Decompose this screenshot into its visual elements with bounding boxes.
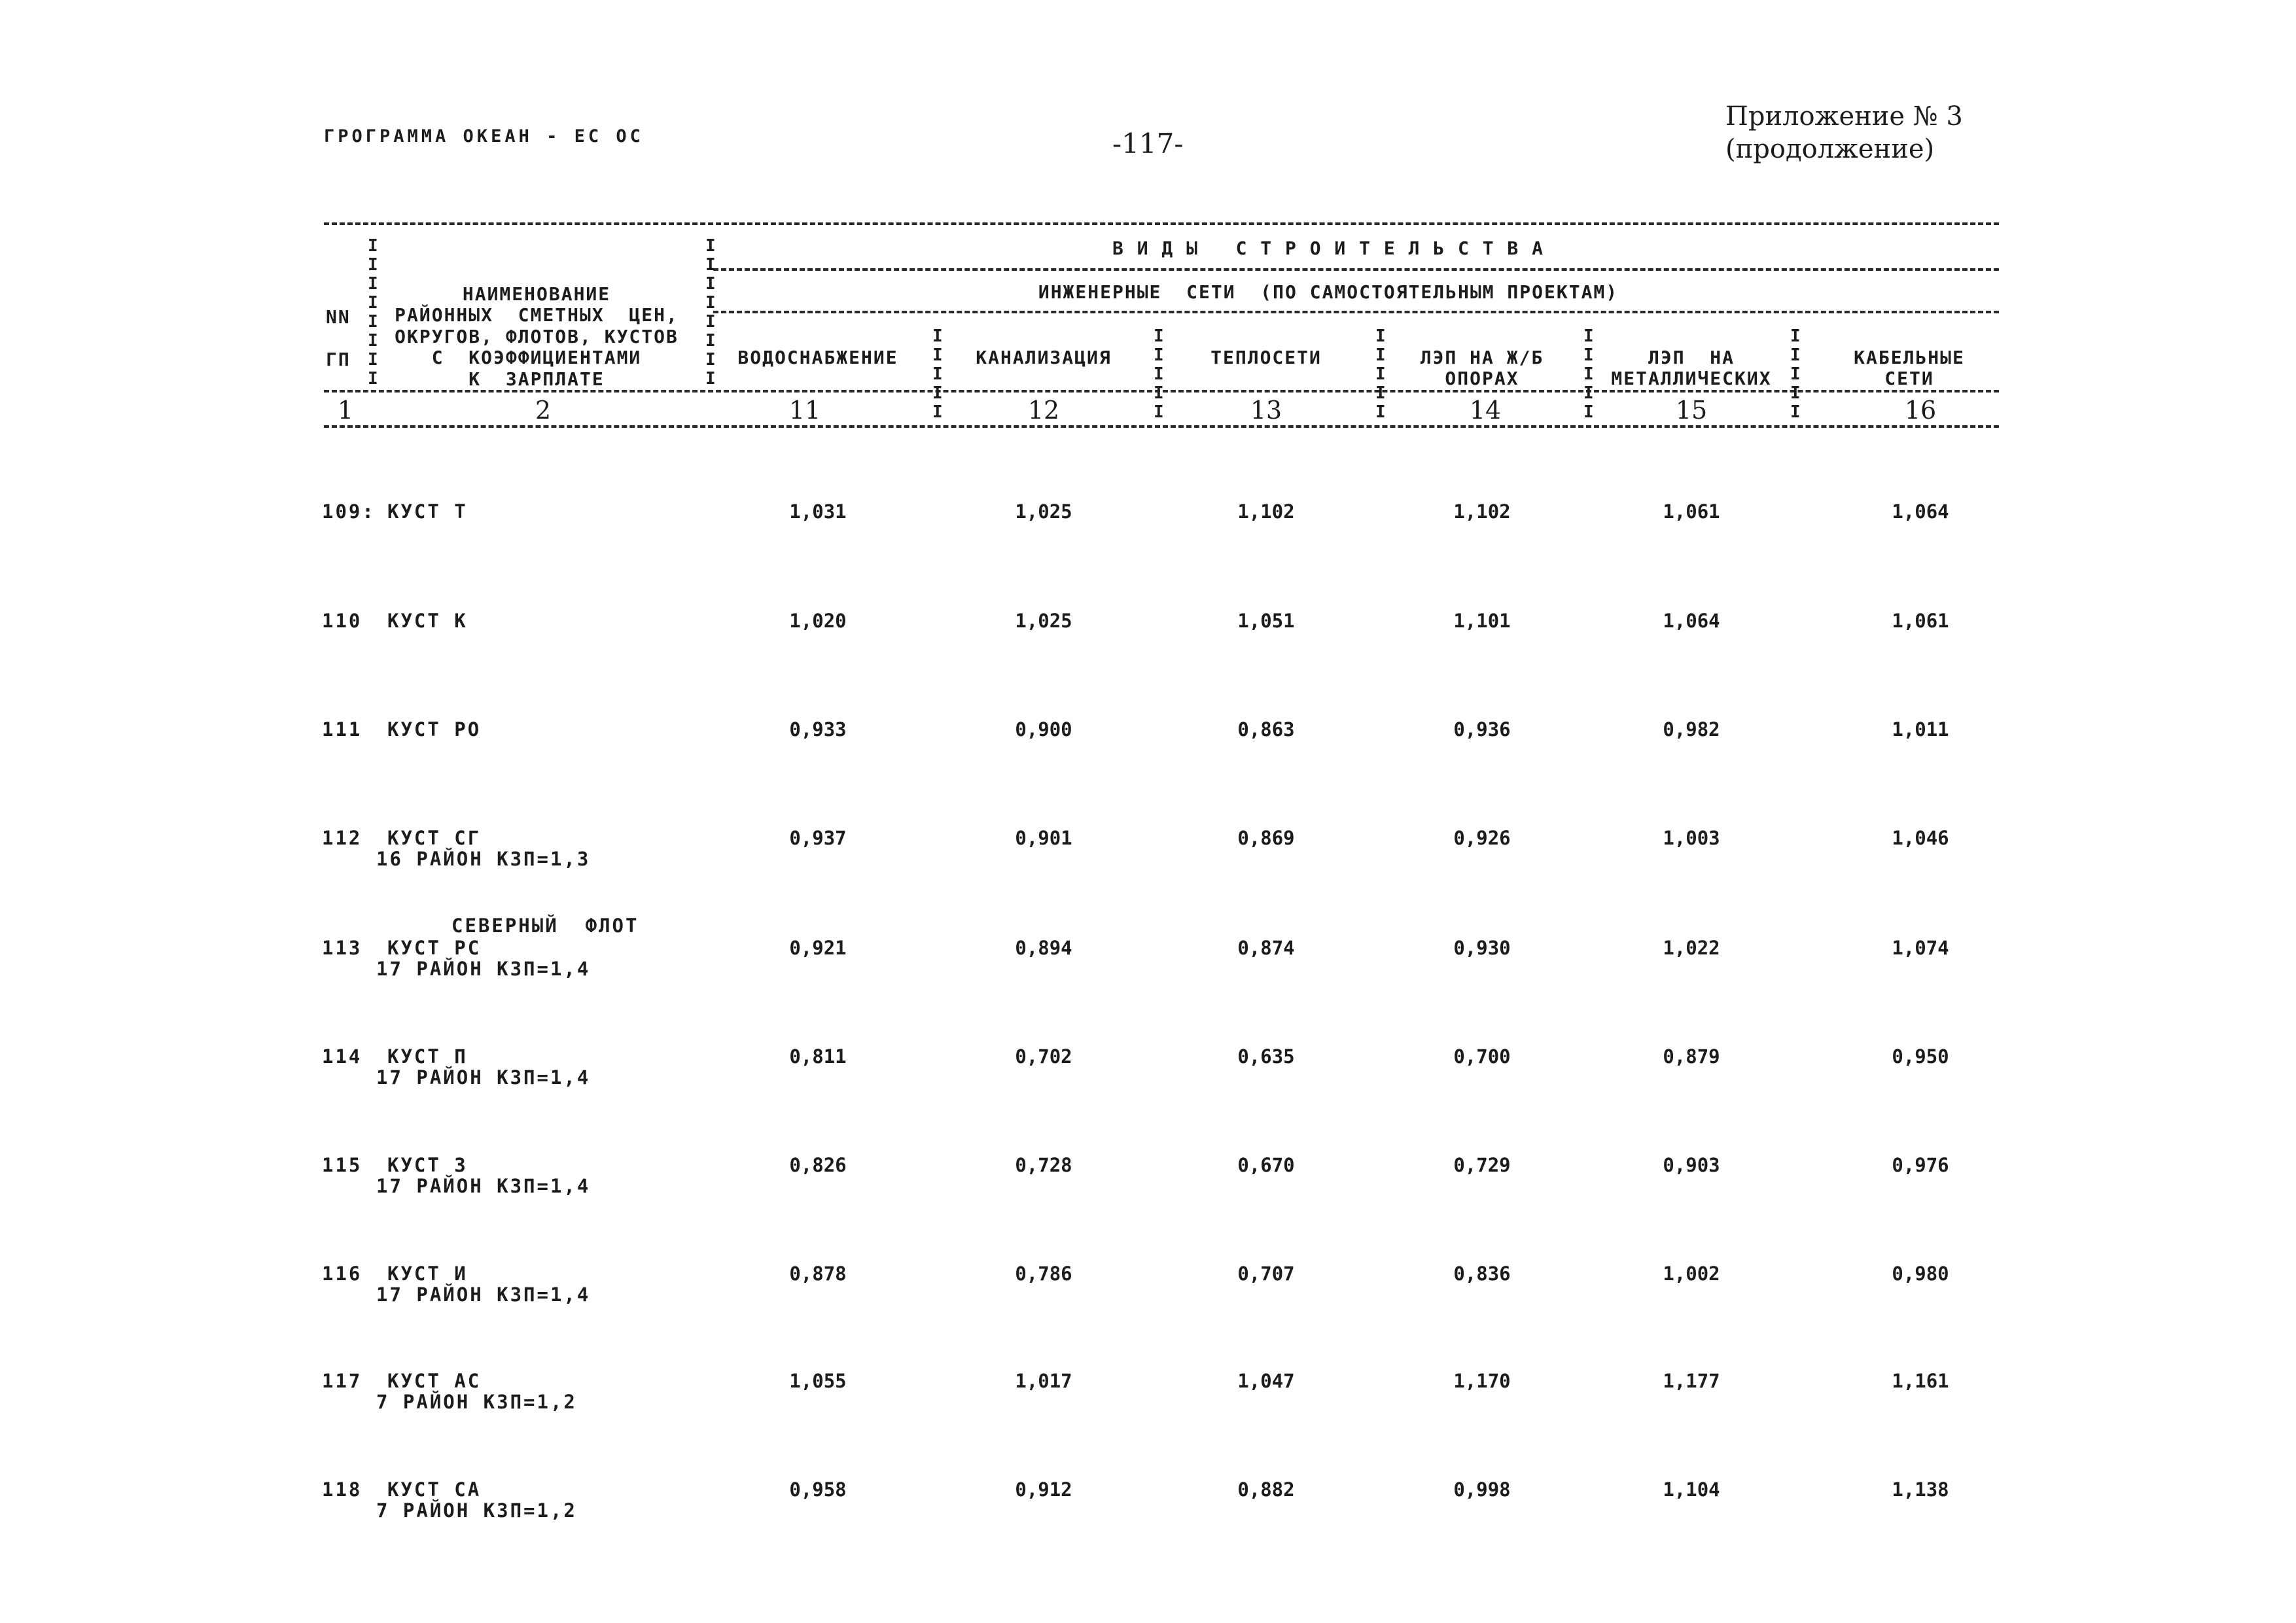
row-name: КУСТ З — [387, 1154, 468, 1176]
row-number: 115 — [322, 1154, 362, 1176]
row-district: 17 РАЙОН КЗП=1,4 — [376, 1175, 591, 1197]
column-header-water-supply: ВОДОСНАБЖЕНИЕ — [737, 347, 898, 368]
row-number: 111 — [322, 718, 362, 741]
row-name: КУСТ Т — [387, 500, 468, 523]
row-name: КУСТ СА — [387, 1478, 482, 1501]
column-separator: I I I I I — [1375, 326, 1386, 422]
row-name: КУСТ АС — [387, 1370, 482, 1392]
row-value: 0,950 — [1892, 1045, 1949, 1068]
row-value: 0,912 — [1015, 1478, 1072, 1501]
row-value: 0,728 — [1015, 1154, 1072, 1176]
row-value: 1,055 — [789, 1370, 847, 1392]
row-value: 0,786 — [1015, 1263, 1072, 1285]
row-district: 17 РАЙОН КЗП=1,4 — [376, 1066, 591, 1089]
row-value: 1,161 — [1892, 1370, 1949, 1392]
row-number: 113 — [322, 937, 362, 959]
row-value: 0,982 — [1663, 718, 1720, 741]
row-value: 0,930 — [1453, 937, 1511, 959]
row-number: 110 — [322, 610, 362, 632]
column-header-power-line-metal-2: МЕТАЛЛИЧЕСКИХ — [1611, 368, 1772, 389]
row-district: 7 РАЙОН КЗП=1,2 — [376, 1499, 577, 1522]
column-header-power-line-concrete-2: ОПОРАХ — [1445, 368, 1519, 389]
row-district: 17 РАЙОН КЗП=1,4 — [376, 958, 591, 980]
row-value: 1,102 — [1237, 500, 1295, 523]
row-district: 17 РАЙОН КЗП=1,4 — [376, 1283, 591, 1306]
column-separator: I I I I I I I I — [705, 236, 716, 389]
subgroup-title: ИНЖЕНЕРНЫЕ СЕТИ (ПО САМОСТОЯТЕЛЬНЫМ ПРОЕКТАМ) — [1038, 281, 1619, 303]
row-value: 1,011 — [1892, 718, 1949, 741]
row-value: 0,729 — [1453, 1154, 1511, 1176]
group-rule — [713, 268, 1999, 271]
appendix-continuation: (продолжение) — [1725, 134, 1935, 164]
table-top-rule — [324, 222, 1999, 225]
row-value: 1,002 — [1663, 1263, 1720, 1285]
row-value: 0,980 — [1892, 1263, 1949, 1285]
row-value: 0,926 — [1453, 827, 1511, 849]
row-number: 112 — [322, 827, 362, 849]
column-separator: I I I I I — [1790, 326, 1801, 422]
row-number: 118 — [322, 1478, 362, 1501]
row-value: 1,138 — [1892, 1478, 1949, 1501]
row-number: 117 — [322, 1370, 362, 1392]
row-number: 116 — [322, 1263, 362, 1285]
row-value: 1,061 — [1892, 610, 1949, 632]
row-name: КУСТ РО — [387, 718, 482, 741]
nn-header: NN — [326, 306, 351, 328]
row-value: 1,022 — [1663, 937, 1720, 959]
row-value: 1,170 — [1453, 1370, 1511, 1392]
column-separator: I I I I I I I I — [368, 236, 378, 389]
row-value: 1,025 — [1015, 500, 1072, 523]
row-value: 1,025 — [1015, 610, 1072, 632]
row-value: 0,976 — [1892, 1154, 1949, 1176]
row-value: 0,879 — [1663, 1045, 1720, 1068]
column-number: 11 — [788, 396, 821, 425]
row-value: 0,894 — [1015, 937, 1072, 959]
row-value: 0,903 — [1663, 1154, 1720, 1176]
row-number: 114 — [322, 1045, 362, 1068]
row-value: 0,635 — [1237, 1045, 1295, 1068]
row-district: 7 РАЙОН КЗП=1,2 — [376, 1391, 577, 1413]
gp-header: ГП — [326, 349, 351, 370]
row-name: КУСТ РС — [387, 937, 482, 959]
row-value: 0,933 — [789, 718, 847, 741]
column-separator: I I I I I — [1583, 326, 1594, 422]
row-value: 0,836 — [1453, 1263, 1511, 1285]
row-name: КУСТ П — [387, 1045, 468, 1068]
row-value: 1,017 — [1015, 1370, 1072, 1392]
program-title: ГРОГРАММА ОКЕАН - ЕС ОС — [324, 126, 644, 147]
column-header-heating-networks: ТЕПЛОСЕТИ — [1210, 347, 1322, 368]
row-value: 0,869 — [1237, 827, 1295, 849]
row-value: 0,901 — [1015, 827, 1072, 849]
column-header-cable-networks-2: СЕТИ — [1884, 368, 1934, 389]
column-number: 13 — [1250, 396, 1282, 425]
row-value: 1,047 — [1237, 1370, 1295, 1392]
row-value: 0,882 — [1237, 1478, 1295, 1501]
column-number: 16 — [1904, 396, 1937, 425]
row-name: КУСТ СГ — [387, 827, 482, 849]
row-name: КУСТ И — [387, 1263, 468, 1285]
row-number: 109: — [322, 500, 376, 523]
row-value: 1,031 — [789, 500, 847, 523]
column-header-sewerage: КАНАЛИЗАЦИЯ — [976, 347, 1112, 368]
column-number: 14 — [1469, 396, 1502, 425]
row-value: 1,061 — [1663, 500, 1720, 523]
name-header-line: ОКРУГОВ, ФЛОТОВ, КУСТОВ — [395, 326, 679, 347]
row-value: 1,020 — [789, 610, 847, 632]
row-value: 0,998 — [1453, 1478, 1511, 1501]
row-value: 0,936 — [1453, 718, 1511, 741]
column-number: 1 — [337, 396, 354, 425]
group-title: В И Д Ы С Т Р О И Т Е Л Ь С Т В А — [1112, 237, 1545, 259]
column-number: 2 — [535, 396, 552, 425]
row-value: 0,826 — [789, 1154, 847, 1176]
column-header-power-line-concrete: ЛЭП НА Ж/Б — [1420, 347, 1544, 368]
column-header-cable-networks: КАБЕЛЬНЫЕ — [1854, 347, 1965, 368]
row-value: 1,064 — [1892, 500, 1949, 523]
row-value: 1,101 — [1453, 610, 1511, 632]
column-number: 15 — [1675, 396, 1708, 425]
row-value: 0,702 — [1015, 1045, 1072, 1068]
fleet-label: СЕВЕРНЫЙ ФЛОТ — [451, 915, 639, 937]
row-value: 0,811 — [789, 1045, 847, 1068]
row-value: 1,064 — [1663, 610, 1720, 632]
name-header-line: НАИМЕНОВАНИЕ — [462, 283, 611, 305]
row-value: 0,700 — [1453, 1045, 1511, 1068]
column-separator: I I I I I — [932, 326, 943, 422]
column-number: 12 — [1027, 396, 1060, 425]
row-value: 0,900 — [1015, 718, 1072, 741]
name-header-line: К ЗАРПЛАТЕ — [468, 368, 605, 390]
row-value: 0,670 — [1237, 1154, 1295, 1176]
row-value: 1,102 — [1453, 500, 1511, 523]
row-value: 0,878 — [789, 1263, 847, 1285]
row-value: 1,051 — [1237, 610, 1295, 632]
row-value: 1,177 — [1663, 1370, 1720, 1392]
row-value: 0,707 — [1237, 1263, 1295, 1285]
row-value: 0,921 — [789, 937, 847, 959]
row-value: 1,003 — [1663, 827, 1720, 849]
row-value: 0,874 — [1237, 937, 1295, 959]
row-value: 1,046 — [1892, 827, 1949, 849]
row-name: КУСТ К — [387, 610, 468, 632]
row-value: 1,074 — [1892, 937, 1949, 959]
name-header-line: С КОЭФФИЦИЕНТАМИ — [431, 347, 642, 368]
page-number: -117- — [1112, 128, 1184, 160]
subgroup-rule — [713, 311, 1999, 313]
name-header-line: РАЙОННЫХ СМЕТНЫХ ЦЕН, — [395, 304, 679, 326]
appendix-label: Приложение № 3 — [1725, 101, 1963, 131]
column-number-rule — [324, 425, 1999, 428]
row-value: 1,104 — [1663, 1478, 1720, 1501]
column-header-power-line-metal: ЛЭП НА — [1648, 347, 1735, 368]
row-value: 0,937 — [789, 827, 847, 849]
row-district: 16 РАЙОН КЗП=1,3 — [376, 848, 591, 870]
row-value: 0,958 — [789, 1478, 847, 1501]
column-separator: I I I I I — [1154, 326, 1164, 422]
row-value: 0,863 — [1237, 718, 1295, 741]
